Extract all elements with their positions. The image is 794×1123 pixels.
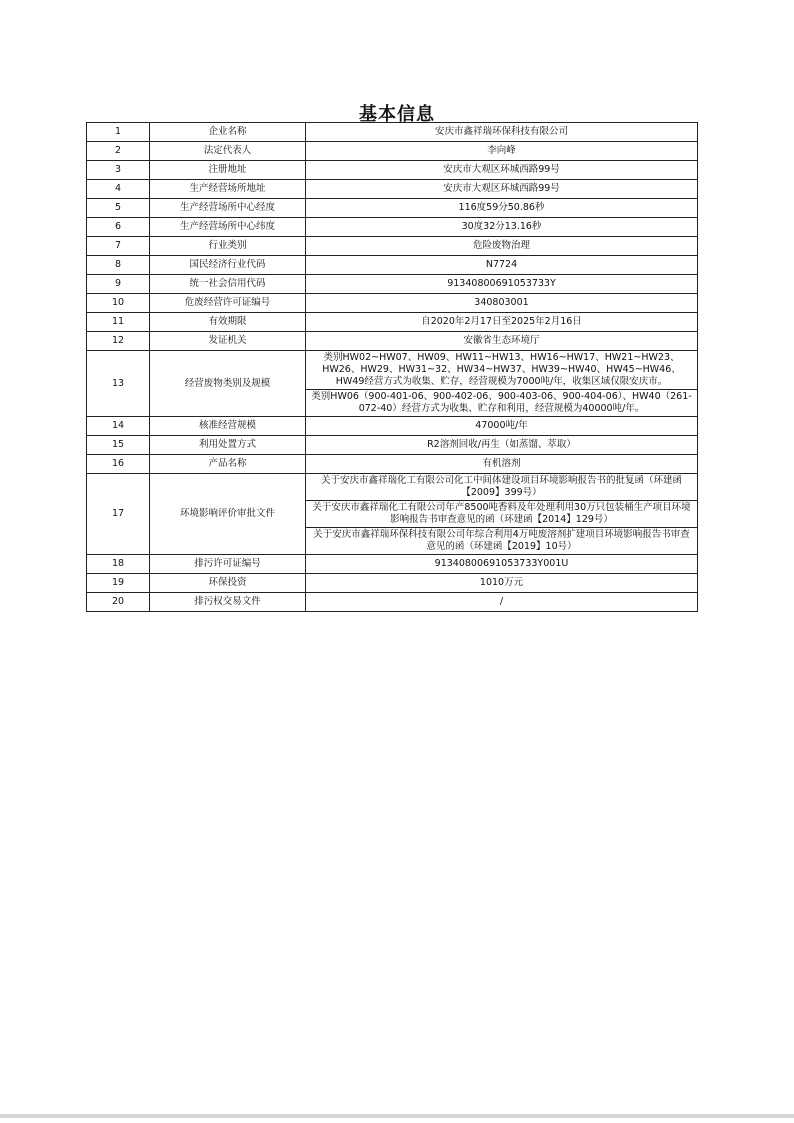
table-row <box>87 199 698 218</box>
field-label: 产品名称 <box>150 455 306 474</box>
row-number: 9 <box>87 275 150 294</box>
field-value: / <box>306 593 698 612</box>
field-value: 116度59分50.86秒 <box>306 199 698 218</box>
field-value: 340803001 <box>306 294 698 313</box>
table-row <box>87 455 698 474</box>
table-row <box>87 313 698 332</box>
field-label: 排污权交易文件 <box>150 593 306 612</box>
row-number: 11 <box>87 313 150 332</box>
row-number: 2 <box>87 142 150 161</box>
table-row <box>87 256 698 275</box>
row-number: 19 <box>87 574 150 593</box>
table-row <box>87 474 698 501</box>
row-number: 13 <box>87 351 150 417</box>
field-label: 环境影响评价审批文件 <box>150 474 306 555</box>
row-number: 3 <box>87 161 150 180</box>
table-row <box>87 123 698 142</box>
table-row <box>87 332 698 351</box>
field-value: 91340800691053733Y <box>306 275 698 294</box>
field-value: 关于安庆市鑫祥瑞化工有限公司年产8500吨香料及年处理利用30万只包装桶生产项目环境影响报告书审查意见的函（环建函【2014】129号） <box>306 501 698 528</box>
row-number: 12 <box>87 332 150 351</box>
page-bottom-edge <box>0 1114 794 1118</box>
row-number: 4 <box>87 180 150 199</box>
row-number: 17 <box>87 474 150 555</box>
field-label: 注册地址 <box>150 161 306 180</box>
row-number: 20 <box>87 593 150 612</box>
field-label: 生产经营场所中心纬度 <box>150 218 306 237</box>
field-value: 安庆市鑫祥瑞环保科技有限公司 <box>306 123 698 142</box>
row-number: 8 <box>87 256 150 275</box>
field-value: 1010万元 <box>306 574 698 593</box>
field-value: 李向峰 <box>306 142 698 161</box>
field-label: 统一社会信用代码 <box>150 275 306 294</box>
table-row <box>87 555 698 574</box>
field-value: 危险废物治理 <box>306 237 698 256</box>
field-label: 有效期限 <box>150 313 306 332</box>
field-label: 行业类别 <box>150 237 306 256</box>
basic-info-table <box>86 122 698 612</box>
row-number: 1 <box>87 123 150 142</box>
field-label: 生产经营场所中心经度 <box>150 199 306 218</box>
table-row <box>87 436 698 455</box>
field-value: R2溶剂回收/再生（如蒸馏、萃取） <box>306 436 698 455</box>
field-label: 发证机关 <box>150 332 306 351</box>
row-number: 10 <box>87 294 150 313</box>
field-label: 经营废物类别及规模 <box>150 351 306 417</box>
table-row <box>87 351 698 390</box>
table-row <box>87 218 698 237</box>
row-number: 7 <box>87 237 150 256</box>
table-row <box>87 237 698 256</box>
page-title: 基本信息 <box>359 104 435 125</box>
field-value: 关于安庆市鑫祥瑞环保科技有限公司年综合利用4万吨废溶剂扩建项目环境影响报告书审查意见的函（环建函【2019】10号） <box>306 528 698 555</box>
row-number: 5 <box>87 199 150 218</box>
table-row <box>87 142 698 161</box>
table-row <box>87 417 698 436</box>
field-value: 安徽省生态环境厅 <box>306 332 698 351</box>
row-number: 18 <box>87 555 150 574</box>
row-number: 6 <box>87 218 150 237</box>
field-label: 法定代表人 <box>150 142 306 161</box>
table-row <box>87 574 698 593</box>
field-value: 安庆市大观区环城西路99号 <box>306 180 698 199</box>
field-value: 安庆市大观区环城西路99号 <box>306 161 698 180</box>
field-label: 国民经济行业代码 <box>150 256 306 275</box>
row-number: 15 <box>87 436 150 455</box>
field-value: 类别HW06（900-401-06、900-402-06、900-403-06、900-404-06）、HW40（261-072-40）经营方式为收集、贮存和利用，经营规模为40000吨/年。 <box>306 390 698 417</box>
table-row <box>87 294 698 313</box>
field-label: 排污许可证编号 <box>150 555 306 574</box>
field-value: 30度32分13.16秒 <box>306 218 698 237</box>
field-value: 类别HW02~HW07、HW09、HW11~HW13、HW16~HW17、HW21~HW23、HW26、HW29、HW31~32、HW34~HW37、HW39~HW40、HW45~HW46、HW49经营方式为收集、贮存，经营规模为7000吨/年，收集区域仅限安庆市。 <box>306 351 698 390</box>
field-value: 47000吨/年 <box>306 417 698 436</box>
field-label: 生产经营场所地址 <box>150 180 306 199</box>
table-row <box>87 161 698 180</box>
field-value: N7724 <box>306 256 698 275</box>
row-number: 14 <box>87 417 150 436</box>
table-row <box>87 593 698 612</box>
field-value: 关于安庆市鑫祥瑞化工有限公司化工中间体建设项目环境影响报告书的批复函（环建函【2009】399号） <box>306 474 698 501</box>
field-label: 环保投资 <box>150 574 306 593</box>
field-label: 危废经营许可证编号 <box>150 294 306 313</box>
field-label: 企业名称 <box>150 123 306 142</box>
field-value: 自2020年2月17日至2025年2月16日 <box>306 313 698 332</box>
row-number: 16 <box>87 455 150 474</box>
table-row <box>87 275 698 294</box>
field-value: 91340800691053733Y001U <box>306 555 698 574</box>
field-value: 有机溶剂 <box>306 455 698 474</box>
table-row <box>87 180 698 199</box>
field-label: 利用处置方式 <box>150 436 306 455</box>
field-label: 核准经营规模 <box>150 417 306 436</box>
